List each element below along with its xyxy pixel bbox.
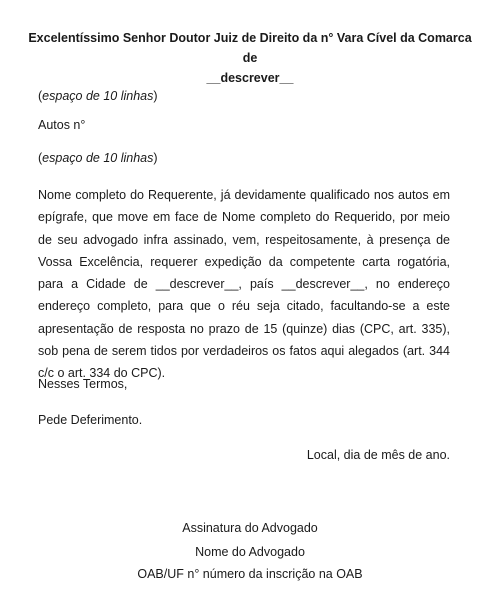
spacing-note-1: (espaço de 10 linhas)	[38, 89, 158, 103]
oab-registration: OAB/UF n° número da inscrição na OAB	[137, 567, 363, 581]
lawyer-name: Nome do Advogado	[195, 545, 305, 559]
signature-line: Assinatura do Advogado	[182, 521, 318, 535]
request-text: Pede Deferimento.	[38, 413, 143, 427]
body-paragraph: Nome completo do Requerente, já devidamente qualificado nos autos em epígrafe, que move em face de Nome completo do Requerido, por meio de seu advogado infra assinado, vem, respeitosamente, à presença de Vossa Excelência, requerer expedição da competente carta rogatória, para a Cidade de __descrever__, país __descrever__, no endereço endereço completo, para que o réu seja citado, facultando-se a este apresentação de resposta no prazo de 15 (quinze) dias (CPC, art. 335), sob pena de serem tidos por verdadeiros os fatos aqui alegados (art. 344 c/c o art. 334 do CPC).	[38, 188, 450, 381]
case-number-label: Autos n°	[38, 118, 86, 132]
heading-line-2: __descrever__	[206, 71, 294, 85]
document-heading	[20, 28, 480, 88]
spacing-note-2: (espaço de 10 linhas)	[38, 151, 158, 165]
heading-line-1: Excelentíssimo Senhor Doutor Juiz de Direito da n° Vara Cível da Comarca de	[28, 31, 472, 65]
place-date: Local, dia de mês de ano.	[306, 448, 450, 462]
closing-text: Nesses Termos,	[38, 377, 128, 391]
